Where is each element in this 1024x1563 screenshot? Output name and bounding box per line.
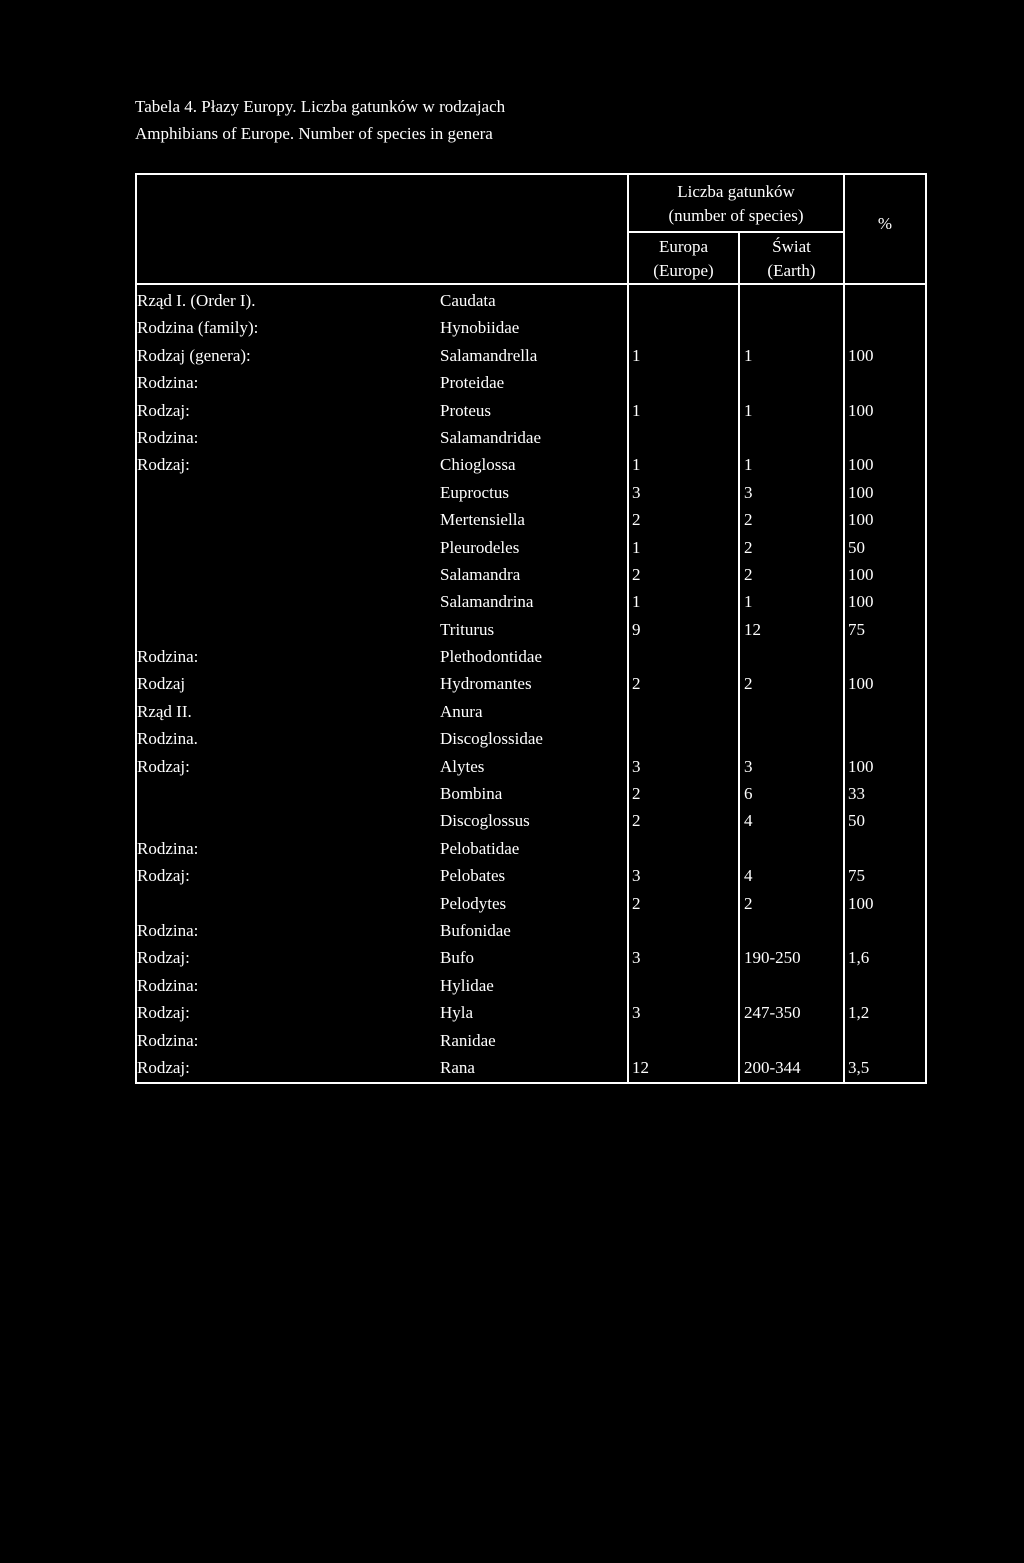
- world-count: 6: [744, 784, 753, 804]
- taxon-name: Plethodontidae: [440, 647, 542, 667]
- table-row: [135, 917, 927, 944]
- table-body: [135, 287, 927, 1081]
- europe-count: 2: [632, 674, 641, 694]
- table-row: [135, 342, 927, 369]
- europe-count: 3: [632, 1003, 641, 1023]
- taxon-name: Euproctus: [440, 482, 509, 502]
- percent-value: 50: [848, 537, 865, 557]
- percent-value: 100: [848, 592, 874, 612]
- table-row: [135, 397, 927, 424]
- table-row: [135, 862, 927, 889]
- taxon-name: Salamandrella: [440, 345, 538, 365]
- table-row: [135, 287, 927, 314]
- rank-label: Rodzina.: [137, 729, 198, 749]
- percent-value: 75: [848, 866, 865, 886]
- taxon-name: Bombina: [440, 784, 503, 804]
- taxon-name: Pelobates: [440, 866, 506, 886]
- table-row: [135, 506, 927, 533]
- europe-count: 3: [632, 866, 641, 886]
- world-count: 2: [744, 537, 753, 557]
- rank-label: Rodzina:: [137, 427, 199, 447]
- percent-value: 100: [848, 482, 874, 502]
- taxon-name: Bufo: [440, 948, 474, 968]
- europe-count: 3: [632, 756, 641, 776]
- table-row: [135, 944, 927, 971]
- europe-count: 1: [632, 400, 641, 420]
- rank-label: Rodzaj:: [137, 400, 190, 420]
- percent-value: 100: [848, 893, 874, 913]
- table-row: [135, 451, 927, 478]
- taxon-name: Salamandra: [440, 564, 521, 584]
- taxon-name: Hynobiidae: [440, 318, 520, 338]
- world-count: 1: [744, 455, 753, 475]
- caption-english: Amphibians of Europe. Number of species in genera: [135, 124, 493, 143]
- europe-count: 2: [632, 811, 641, 831]
- percent-value: 100: [848, 455, 874, 475]
- world-count: 2: [744, 893, 753, 913]
- taxon-name: Hydromantes: [440, 674, 532, 694]
- caption-polish: Tabela 4. Płazy Europy. Liczba gatunków w rodzajach: [135, 97, 506, 116]
- world-count: 3: [744, 482, 753, 502]
- europe-count: 2: [632, 893, 641, 913]
- rank-label: Rodzaj: [137, 674, 186, 694]
- table-row: [135, 479, 927, 506]
- europe-count: 1: [632, 537, 641, 557]
- taxon-name: Triturus: [440, 619, 495, 639]
- rank-label: Rodzaj:: [137, 1003, 190, 1023]
- europe-count: 3: [632, 482, 641, 502]
- europe-count: 1: [632, 345, 641, 365]
- percent-value: 1,6: [848, 948, 870, 968]
- world-count: 4: [744, 866, 753, 886]
- world-count: 2: [744, 674, 753, 694]
- table-row: [135, 972, 927, 999]
- species-count-heading: Liczba gatunków: [677, 182, 795, 201]
- europe-count: 2: [632, 564, 641, 584]
- table-row: [135, 369, 927, 396]
- world-heading: Świat: [772, 237, 811, 256]
- world-heading-en: (Earth): [767, 261, 816, 280]
- table-row: [135, 534, 927, 561]
- rank-label: Rodzaj:: [137, 948, 190, 968]
- table-row: [135, 753, 927, 780]
- rank-label: Rodzaj:: [137, 866, 190, 886]
- table-bottom-border: [135, 1082, 927, 1084]
- taxon-name: Pelobatidae: [440, 838, 520, 858]
- taxon-name: Mertensiella: [440, 510, 525, 530]
- percent-value: 100: [848, 400, 874, 420]
- rank-label: Rodzina:: [137, 1030, 199, 1050]
- taxon-name: Caudata: [440, 291, 496, 310]
- europe-count: 12: [632, 1057, 649, 1077]
- europe-count: 9: [632, 619, 641, 639]
- rank-label: Rodzaj (genera):: [137, 345, 251, 365]
- taxon-name: Anura: [440, 701, 483, 721]
- rank-label: Rząd II.: [137, 701, 192, 721]
- header-bottom-rule: [135, 283, 927, 285]
- rank-label: Rząd I. (Order I).: [137, 291, 256, 310]
- world-count: 12: [744, 619, 761, 639]
- taxon-name: Salamandridae: [440, 427, 542, 447]
- percent-value: 33: [848, 784, 865, 804]
- europe-count: 2: [632, 784, 641, 804]
- europe-count: 3: [632, 948, 641, 968]
- table-row: [135, 616, 927, 643]
- world-count: 247-350: [744, 1003, 801, 1023]
- rank-label: Rodzaj:: [137, 756, 190, 776]
- percent-value: 100: [848, 674, 874, 694]
- table-row: [135, 890, 927, 917]
- europe-count: 1: [632, 592, 641, 612]
- rank-label: Rodzina:: [137, 373, 199, 393]
- table-row: [135, 835, 927, 862]
- taxon-name: Hylidae: [440, 975, 494, 995]
- taxon-name: Discoglossus: [440, 811, 530, 831]
- table-row: [135, 314, 927, 341]
- rank-label: Rodzina:: [137, 647, 199, 667]
- table-row: [135, 643, 927, 670]
- world-count: 190-250: [744, 948, 801, 968]
- taxon-name: Chioglossa: [440, 455, 516, 475]
- table-row: [135, 561, 927, 588]
- percent-value: 1,2: [848, 1003, 870, 1023]
- taxon-name: Rana: [440, 1057, 475, 1077]
- taxon-name: Alytes: [440, 756, 485, 776]
- species-subheader-rule: [627, 231, 845, 233]
- table-row: [135, 698, 927, 725]
- percent-value: 100: [848, 756, 874, 776]
- table-row: [135, 1027, 927, 1054]
- taxon-name: Ranidae: [440, 1030, 496, 1050]
- rank-label: Rodzina:: [137, 975, 199, 995]
- rank-label: Rodzaj:: [137, 1057, 190, 1077]
- taxon-name: Pelodytes: [440, 893, 507, 913]
- species-count-heading-en: (number of species): [668, 206, 804, 225]
- table-row: [135, 424, 927, 451]
- europe-count: 2: [632, 510, 641, 530]
- percent-value: 100: [848, 564, 874, 584]
- table-row: [135, 725, 927, 752]
- world-count: 3: [744, 756, 753, 776]
- europe-heading-en: (Europe): [653, 261, 714, 280]
- world-count: 1: [744, 345, 753, 365]
- world-count: 1: [744, 592, 753, 612]
- percent-value: 3,5: [848, 1057, 870, 1077]
- table-row: [135, 588, 927, 615]
- table-row: [135, 1054, 927, 1081]
- rank-label: Rodzina:: [137, 920, 199, 940]
- rank-label: Rodzina:: [137, 838, 199, 858]
- taxon-name: Proteidae: [440, 373, 505, 393]
- rank-label: Rodzaj:: [137, 455, 190, 475]
- europe-count: 1: [632, 455, 641, 475]
- percent-heading: %: [877, 214, 893, 233]
- world-count: 2: [744, 510, 753, 530]
- table-row: [135, 670, 927, 697]
- table-row: [135, 780, 927, 807]
- taxon-name: Proteus: [440, 400, 491, 420]
- taxon-name: Hyla: [440, 1003, 474, 1023]
- percent-value: 50: [848, 811, 865, 831]
- taxon-name: Discoglossidae: [440, 729, 543, 749]
- table-row: [135, 999, 927, 1026]
- europe-heading: Europa: [658, 237, 709, 256]
- table-top-border: [135, 173, 927, 175]
- taxon-name: Bufonidae: [440, 920, 511, 940]
- percent-value: 100: [848, 345, 874, 365]
- world-count: 1: [744, 400, 753, 420]
- percent-value: 100: [848, 510, 874, 530]
- taxon-name: Pleurodeles: [440, 537, 520, 557]
- table-row: [135, 807, 927, 834]
- world-count: 4: [744, 811, 753, 831]
- world-count: 2: [744, 564, 753, 584]
- rank-label: Rodzina (family):: [137, 318, 259, 338]
- world-count: 200-344: [744, 1057, 801, 1077]
- taxon-name: Salamandrina: [440, 592, 534, 612]
- percent-value: 75: [848, 619, 865, 639]
